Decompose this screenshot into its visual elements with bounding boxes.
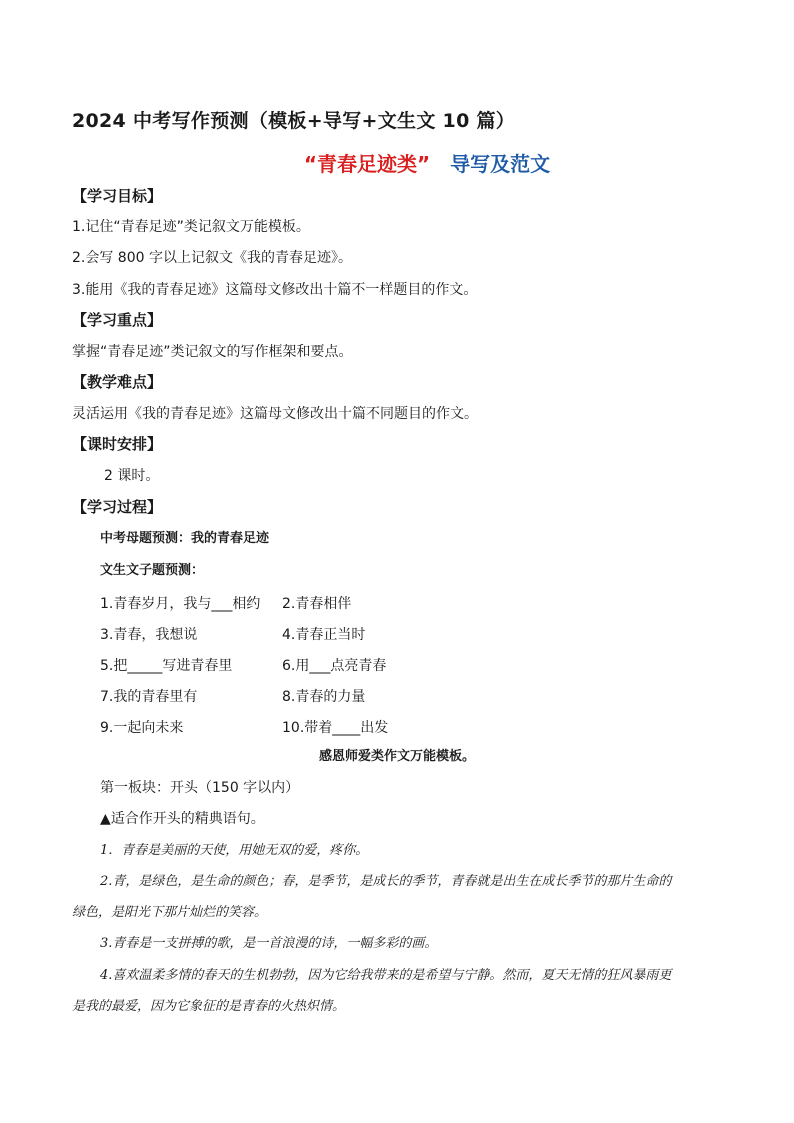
key-points-heading: 【学习重点】 bbox=[72, 311, 163, 329]
topic-item: 8.青春的力量 bbox=[282, 689, 366, 705]
difficulties-heading: 【教学难点】 bbox=[72, 373, 163, 391]
topic-item: 9.一起向未来 bbox=[100, 720, 184, 736]
quote-line: 2.青，是绿色，是生命的颜色；春，是季节，是成长的季节，青春就是出生在成长季节的那片生命的 bbox=[100, 874, 672, 889]
document-title: 2024 中考写作预测（模板+导写+文生文 10 篇） bbox=[72, 110, 516, 132]
topic-row bbox=[100, 624, 366, 644]
topic-item: 4.青春正当时 bbox=[282, 627, 366, 643]
quote-line: 是我的最爱，因为它象征的是青春的火热炽情。 bbox=[72, 999, 346, 1014]
mother-topic: 中考母题预测：我的青春足迹 bbox=[100, 531, 270, 546]
topic-row bbox=[100, 593, 352, 613]
quote-line: 1．青春是美丽的天使，用她无双的爱，疼你。 bbox=[100, 843, 369, 858]
block-one-label: 第一板块：开头（150 字以内） bbox=[100, 780, 300, 796]
document-subtitle bbox=[0, 148, 794, 177]
subtitle-topic: “青春足迹类” bbox=[303, 152, 431, 176]
quote-line: 3.青春是一支拼搏的歌，是一首浪漫的诗，一幅多彩的画。 bbox=[100, 936, 438, 951]
sub-topic-label: 文生文子题预测： bbox=[100, 563, 205, 578]
opening-intro: ▲适合作开头的精典语句。 bbox=[100, 811, 265, 827]
objective-item: 3.能用《我的青春足迹》这篇母文修改出十篇不一样题目的作文。 bbox=[72, 282, 478, 298]
subtitle-tail: 导写及范文 bbox=[450, 152, 551, 176]
topic-row bbox=[100, 655, 387, 675]
template-heading: 感恩师爱类作文万能模板。 bbox=[318, 749, 475, 764]
topic-item: 5.把_____写进青春里 bbox=[100, 658, 233, 674]
topic-item: 1.青春岁月，我与___相约 bbox=[100, 596, 261, 612]
topic-item: 6.用___点亮青春 bbox=[282, 658, 387, 674]
topic-item: 7.我的青春里有 bbox=[100, 689, 198, 705]
quote-line: 绿色，是阳光下那片灿烂的笑容。 bbox=[72, 905, 268, 920]
difficulties-text: 灵活运用《我的青春足迹》这篇母文修改出十篇不同题目的作文。 bbox=[72, 406, 478, 422]
topic-item: 10.带着____出发 bbox=[282, 720, 389, 736]
key-points-text: 掌握“青春足迹”类记叙文的写作框架和要点。 bbox=[72, 344, 353, 360]
process-heading: 【学习过程】 bbox=[72, 498, 163, 516]
objectives-heading: 【学习目标】 bbox=[72, 187, 163, 205]
topic-row bbox=[100, 717, 389, 737]
objective-item: 2.会写 800 字以上记叙文《我的青春足迹》。 bbox=[72, 250, 352, 266]
quote-line: 4.喜欢温柔多情的春天的生机勃勃，因为它给我带来的是希望与宁静。然而，夏天无情的狂风暴雨更 bbox=[100, 968, 672, 983]
topic-item: 3.青春，我想说 bbox=[100, 627, 198, 643]
objective-item: 1.记住“青春足迹”类记叙文万能模板。 bbox=[72, 219, 310, 235]
schedule-heading: 【课时安排】 bbox=[72, 435, 163, 453]
topic-item: 2.青春相伴 bbox=[282, 596, 352, 612]
topic-row bbox=[100, 686, 366, 706]
schedule-text: 2 课时。 bbox=[104, 468, 160, 484]
